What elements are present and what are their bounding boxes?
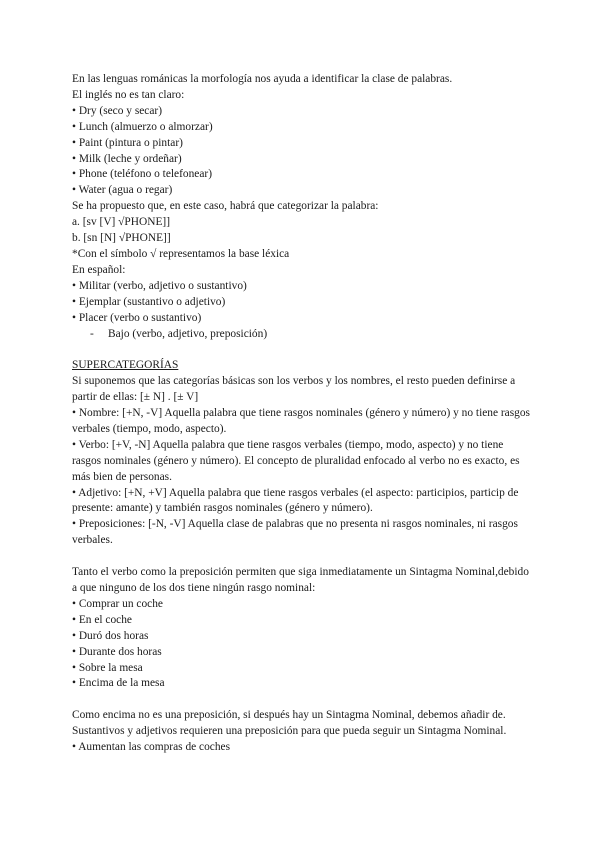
spacer <box>72 342 532 358</box>
list-item: • Duró dos horas <box>72 629 149 642</box>
list-item: • Preposiciones: [-N, -V] Aquella clase de palabras que no presenta ni rasgos nominales, ni rasgos verbales. <box>72 518 518 547</box>
spanish-examples-list <box>72 279 532 343</box>
spacer <box>72 549 532 565</box>
list-item: • Verbo: [+V, -N] Aquella palabra que tiene rasgos verbales (tiempo, modo, aspecto) y no tiene rasgos nominales (género y número). El concepto de pluralidad enfocado al verbo no es exacto, es más bien de personas. <box>72 438 520 483</box>
list-item: • Lunch (almuerzo o almorzar) <box>72 120 213 133</box>
supercategorias-intro: Si suponemos que las categorías básicas son los verbos y los nombres, el resto pueden definirse a partir de ellas: [± N] . [± V] <box>72 375 516 404</box>
list-item: • Phone (teléfono o telefonear) <box>72 168 212 181</box>
list-item: • Placer (verbo o sustantivo) <box>72 311 202 324</box>
list-item: • Paint (pintura o pintar) <box>72 136 183 149</box>
list-item: • En el coche <box>72 613 132 626</box>
list-item: • Milk (leche y ordeñar) <box>72 152 182 165</box>
list-item: • Militar (verbo, adjetivo o sustantivo) <box>72 279 247 292</box>
proposal-option-a: a. [sv [V] √PHONE]] <box>72 216 170 229</box>
list-item: • Nombre: [+N, -V] Aquella palabra que tiene rasgos nominales (género y número) y no tiene rasgos verbales (tiempo, modo, aspecto). <box>72 407 530 435</box>
proposal-intro: Se ha propuesto que, en este caso, habrá que categorizar la palabra: <box>72 200 379 213</box>
list-item: • Sobre la mesa <box>72 661 143 674</box>
spanish-label: En español: <box>72 263 126 276</box>
english-examples-list <box>72 104 532 199</box>
intro-line-1: En las lenguas románicas la morfología nos ayuda a identificar la clase de palabras. <box>72 73 453 85</box>
sintagma-examples-list <box>72 597 532 692</box>
sintagma-intro: Tanto el verbo como la preposición permiten que siga inmediatamente un Sintagma Nominal,debido a que ninguno de los dos tiene ningún rasgo nominal: <box>72 566 529 594</box>
supercategorias-list <box>72 406 532 549</box>
list-item: • Dry (seco y secar) <box>72 104 163 117</box>
list-item: • Encima de la mesa <box>72 677 165 690</box>
section-heading: SUPERCATEGORÍAS <box>72 359 179 372</box>
list-item: • Water (agua o regar) <box>72 184 173 197</box>
closing-paragraph: Como encima no es una preposición, si después hay un Sintagma Nominal, debemos añadir de. Sustantivos y adjetivos requieren una preposición para que pueda seguir un Sintagma Nominal. <box>72 709 507 738</box>
list-item-sub <box>72 327 532 343</box>
dash-item-text: Bajo (verbo, adjetivo, preposición) <box>108 327 268 340</box>
dash-marker: - <box>90 327 94 340</box>
proposal-note: *Con el símbolo √ representamos la base léxica <box>72 247 290 260</box>
proposal-option-b: b. [sn [N] √PHONE]] <box>72 232 171 245</box>
document-page <box>72 72 532 756</box>
list-item: • Comprar un coche <box>72 597 163 610</box>
intro-line-2: El inglés no es tan claro: <box>72 88 185 101</box>
list-item: • Ejemplar (sustantivo o adjetivo) <box>72 295 226 308</box>
list-item: • Durante dos horas <box>72 645 162 658</box>
list-item: • Adjetivo: [+N, +V] Aquella palabra que tiene rasgos verbales (el aspecto: participios, particip de presente: amante) y también rasgos nominales (género y número). <box>72 486 519 515</box>
spacer <box>72 692 532 708</box>
list-item: • Aumentan las compras de coches <box>72 741 231 754</box>
